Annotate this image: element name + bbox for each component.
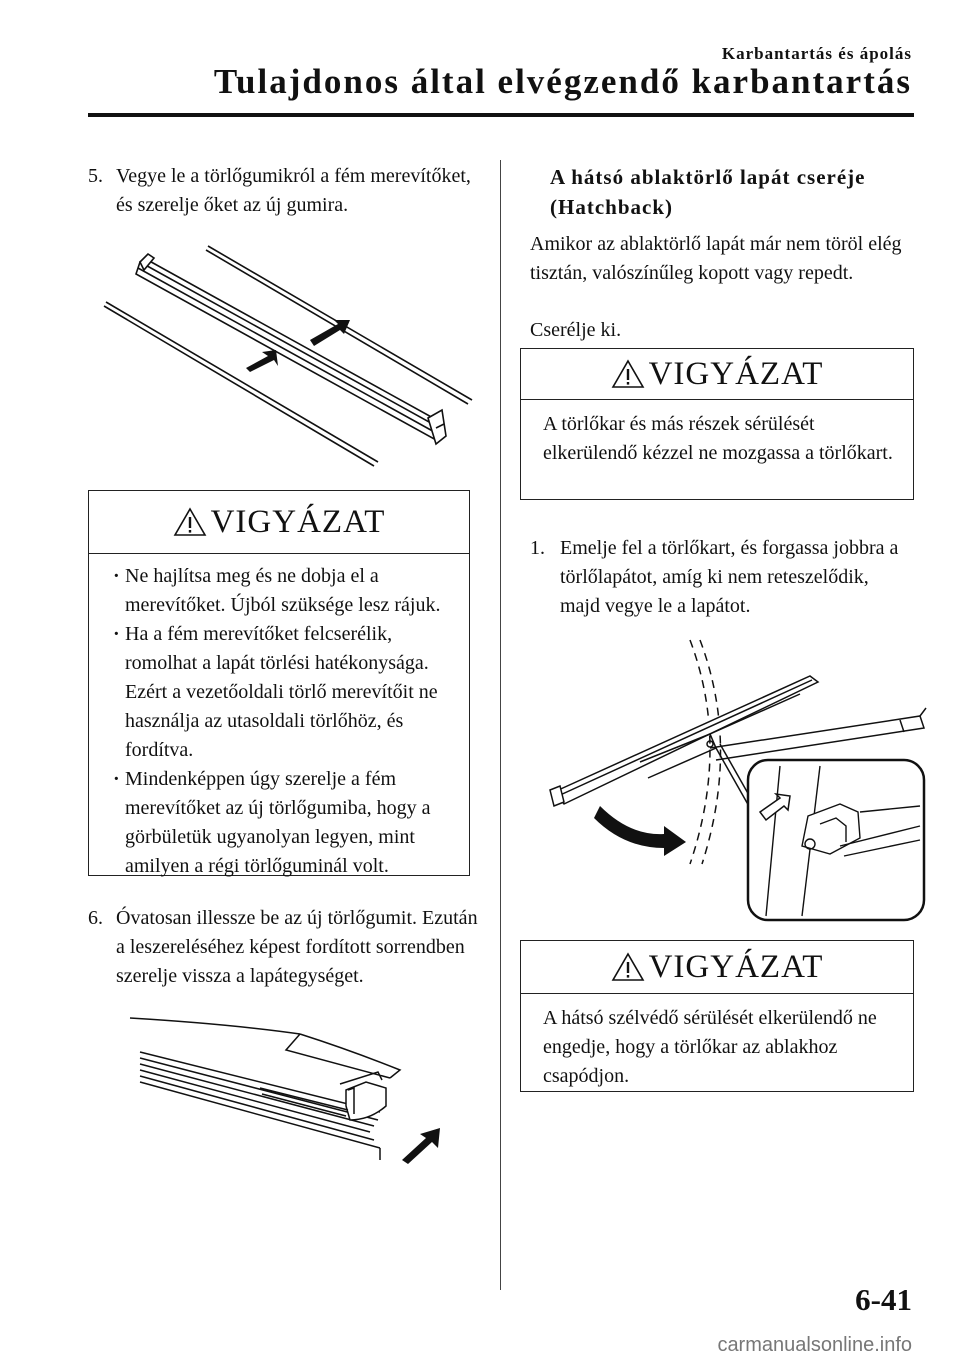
- section-label: Karbantartás és ápolás: [721, 44, 912, 63]
- warning-triangle-icon: [611, 952, 645, 982]
- column-divider: [500, 160, 501, 1290]
- intro-paragraph-2: Cserélje ki.: [530, 319, 622, 341]
- title-rule: [88, 113, 914, 117]
- page-number: 6-41: [855, 1282, 912, 1317]
- arrow-icon: [402, 1128, 440, 1164]
- arrow-icon: [310, 320, 350, 346]
- step-text: Óvatosan illessze be az új törlőgumit. Ezután a leszereléséhez képest fordított sorrendben szerelje vissza a lapátegységet.: [116, 907, 478, 987]
- caution-header: [521, 941, 913, 994]
- caution-label: VIGYÁZAT: [648, 355, 824, 392]
- wiper-stiffener-illustration: [100, 240, 480, 470]
- section-heading: A hátsó ablaktörlő lapát cseréje (Hatchback): [550, 165, 866, 219]
- rotate-arrow-icon: [594, 806, 686, 856]
- caution-box: [520, 940, 914, 1092]
- step-1: [530, 534, 910, 621]
- step-number: 1.: [530, 537, 545, 559]
- step-number: 5.: [88, 165, 103, 187]
- caution-bullet: · Mindenképpen úgy szerelje a fém merevítőket az új törlőgumiba, hogy a görbületük ugyanolyan legyen, mint amilyen a régi törlőguminál volt.: [111, 765, 453, 881]
- step-6: [88, 904, 480, 991]
- caution-content: A törlőkar és más részek sérülését elkerülendő kézzel ne mozgassa a törlőkart.: [543, 413, 893, 464]
- caution-content: A hátsó szélvédő sérülését elkerülendő ne engedje, hogy a törlőkar az ablakhoz csapódjon.: [543, 1007, 877, 1087]
- arrow-icon: [246, 350, 278, 372]
- step-text: Vegye le a törlőgumikról a fém merevítőket, és szerelje őket az új gumira.: [116, 165, 471, 216]
- blade-end-cap-illustration: [110, 1010, 480, 1180]
- caution-label: VIGYÁZAT: [210, 503, 386, 540]
- step-number: 6.: [88, 907, 103, 929]
- step-5: [88, 162, 478, 220]
- caution-bullet: · Ha a fém merevítőket felcserélik, romolhat a lapát törlési hatékonysága. Ezért a vezetőoldali törlő merevítőit ne használja az utasoldali törlőhöz, és fordítva.: [111, 620, 453, 765]
- caution-box: [520, 348, 914, 500]
- caution-label: VIGYÁZAT: [648, 948, 824, 985]
- warning-triangle-icon: [611, 359, 645, 389]
- caution-header: [521, 349, 913, 400]
- watermark: carmanualsonline.info: [717, 1334, 912, 1356]
- caution-header: [89, 491, 469, 554]
- caution-box: [88, 490, 470, 876]
- rear-wiper-removal-illustration: [540, 636, 930, 926]
- page-title: Tulajdonos által elvégzendő karbantartás: [213, 62, 912, 101]
- caution-bullet: · Ne hajlítsa meg és ne dobja el a merevítőket. Újból szüksége lesz rájuk.: [111, 562, 453, 620]
- warning-triangle-icon: [173, 507, 207, 537]
- intro-paragraph: Amikor az ablaktörlő lapát már nem töröl elég tisztán, valószínűleg kopott vagy repedt.: [530, 233, 902, 284]
- step-text: Emelje fel a törlőkart, és forgassa jobbra a törlőlapátot, amíg ki nem reteszelődik, majd vegye le a lapátot.: [560, 537, 899, 617]
- caution-content: [89, 554, 469, 895]
